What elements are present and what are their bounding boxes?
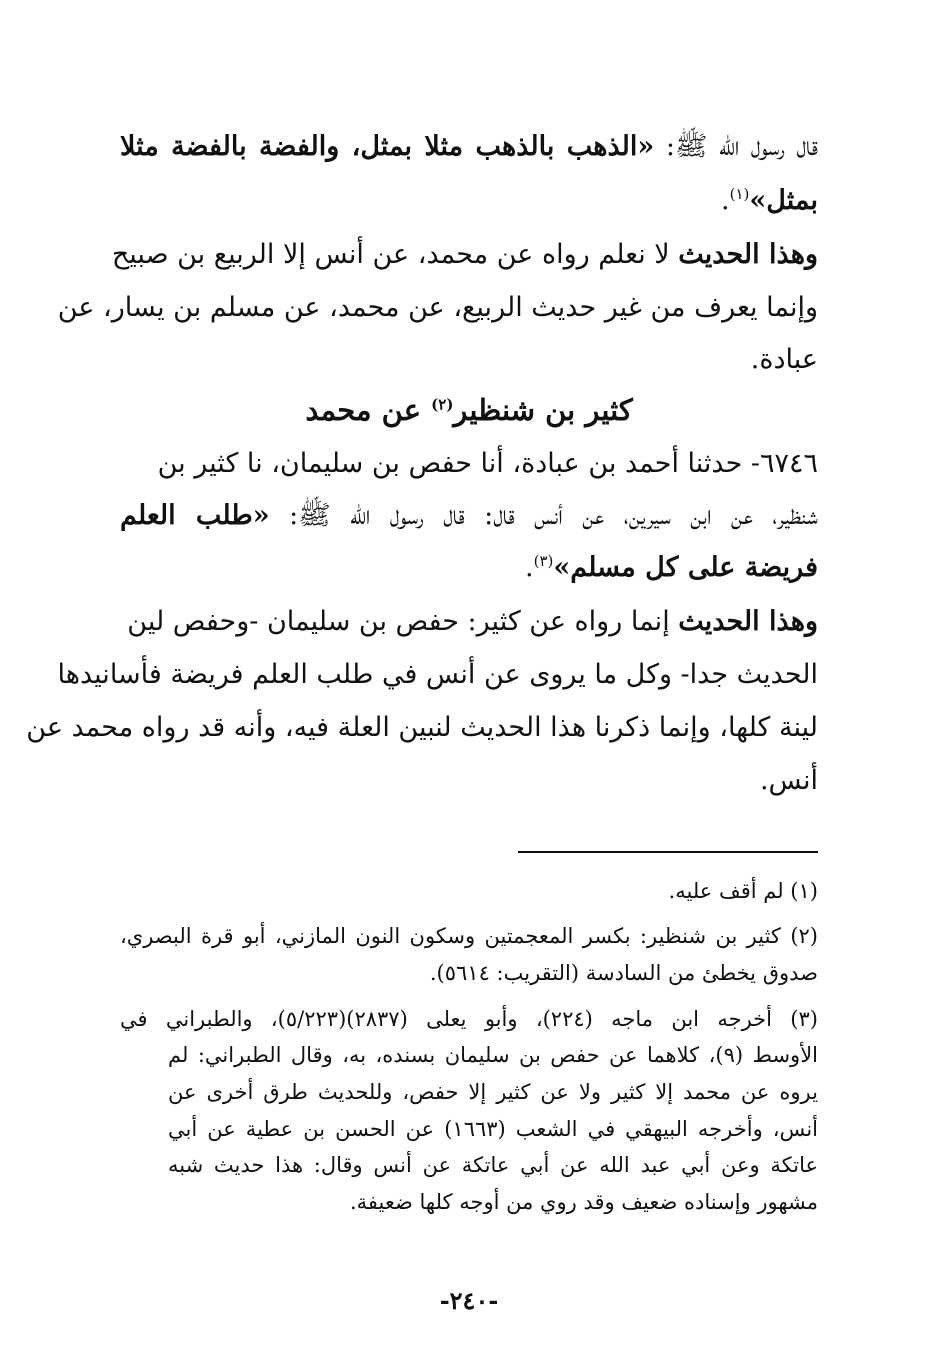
footnote-text: عاتكة وعن أبي عبد الله عن أبي عاتكة عن أنس وقال: هذا حديث شبه: [168, 1153, 818, 1177]
text-line-8: [120, 496, 818, 536]
text-run: .: [525, 552, 534, 583]
footnote-text: صدوق يخطئ من السادسة (التقريب: ٥٦١٤).: [429, 961, 818, 985]
footnote-3-line-6: [168, 1187, 818, 1217]
hadith-quote: بمثل»: [749, 185, 818, 216]
footnote-3-line-5: [168, 1150, 818, 1180]
footnote-text: مشهور وإسناده ضعيف وقد روي من أوجه كلها ضعيفة.: [349, 1190, 818, 1214]
page-number: -٢٤٠-: [439, 1286, 499, 1315]
text-run: ٦٧٤٦- حدثنا أحمد بن عبادة، أنا حفص بن سليمان، نا كثير بن: [157, 448, 818, 479]
comment-lead: وهذا الحديث: [678, 606, 818, 637]
footnote-ref-3: (٣): [533, 552, 554, 570]
footnote-2-line-2: [168, 958, 818, 988]
text-run: .: [721, 185, 730, 216]
text-line-3: [111, 235, 818, 275]
text-line-2: [120, 181, 818, 221]
text-run: أنس.: [759, 765, 818, 796]
text-run: إنما رواه عن كثير: حفص بن سليمان -وحفص لين: [127, 606, 679, 637]
footnote-text: (٣) أخرجه ابن ماجه (٢٢٤)، وأبو يعلى (٢٨٣٧)(٥/٢٢٣)، والطبراني في: [120, 1007, 818, 1031]
text-run: لا نعلم رواه عن محمد، عن أنس إلا الربيع بن صبيح: [111, 239, 679, 270]
footnote-3-line-2: [168, 1040, 818, 1070]
footnote-1: [120, 876, 818, 906]
text-line-10: [127, 602, 818, 642]
heading-name: كثير بن شنظير: [453, 393, 633, 427]
footnote-text: (١) لم أقف عليه.: [668, 879, 818, 903]
section-heading: [120, 388, 818, 432]
text-line-13: [120, 761, 818, 801]
text-run: لينة كلها، وإنما ذكرنا هذا الحديث لنبين العلة فيه، وأنه قد رواه محمد عن: [26, 712, 818, 743]
footnote-text: يروه عن محمد إلا كثير ولا عن كثير إلا حفص، وللحديث طرق أخرى عن: [168, 1080, 818, 1104]
hadith-quote: فريضة على كل مسلم»: [553, 552, 818, 583]
footnote-2-line-1: [120, 921, 818, 951]
footnote-text: الأوسط (٩)، كلاهما عن حفص بن سليمان بسنده، به، وقال الطبراني: لم: [168, 1043, 818, 1067]
text-run: قال رسول الله ﷺ:: [654, 131, 818, 162]
text-line-12: [26, 708, 818, 748]
hadith-quote: «الذهب بالذهب مثلا بمثل، والفضة بالفضة مثلا: [120, 131, 655, 162]
footnote-text: أنس، وأخرجه البيهقي في الشعب (١٦٦٣) عن الحسن بن عطية عن أبي: [168, 1117, 818, 1141]
footnote-3-line-4: [168, 1114, 818, 1144]
text-line-9: [120, 548, 818, 588]
hadith-quote: «طلب العلم: [120, 500, 270, 531]
text-line-5: [120, 340, 818, 380]
text-run: وإنما يعرف من غير حديث الربيع، عن محمد، عن مسلم بن يسار، عن: [57, 292, 818, 323]
text-run: شنظير، عن ابن سيرين، عن أنس قال: قال رسول الله ﷺ:: [269, 500, 818, 531]
text-line-7: [157, 444, 818, 484]
comment-lead: وهذا الحديث: [678, 239, 818, 270]
text-run: عبادة.: [750, 344, 818, 375]
footnote-3-line-3: [168, 1077, 818, 1107]
footnote-3-line-1: [120, 1004, 818, 1034]
footnote-ref-1: (١): [729, 185, 750, 203]
text-line-11: [57, 655, 818, 695]
footnote-text: (٢) كثير بن شنظير: بكسر المعجمتين وسكون النون المازني، أبو قرة البصري،: [120, 924, 818, 948]
text-run: الحديث جدا- وكل ما يروى عن أنس في طلب العلم فريضة فأسانيدها: [57, 659, 818, 690]
footnote-separator: [518, 851, 818, 853]
heading-suffix: عن محمد: [305, 393, 432, 427]
text-line-4: [57, 288, 818, 328]
footnote-ref-2: (٢): [431, 395, 454, 414]
text-line-1: [120, 127, 818, 167]
